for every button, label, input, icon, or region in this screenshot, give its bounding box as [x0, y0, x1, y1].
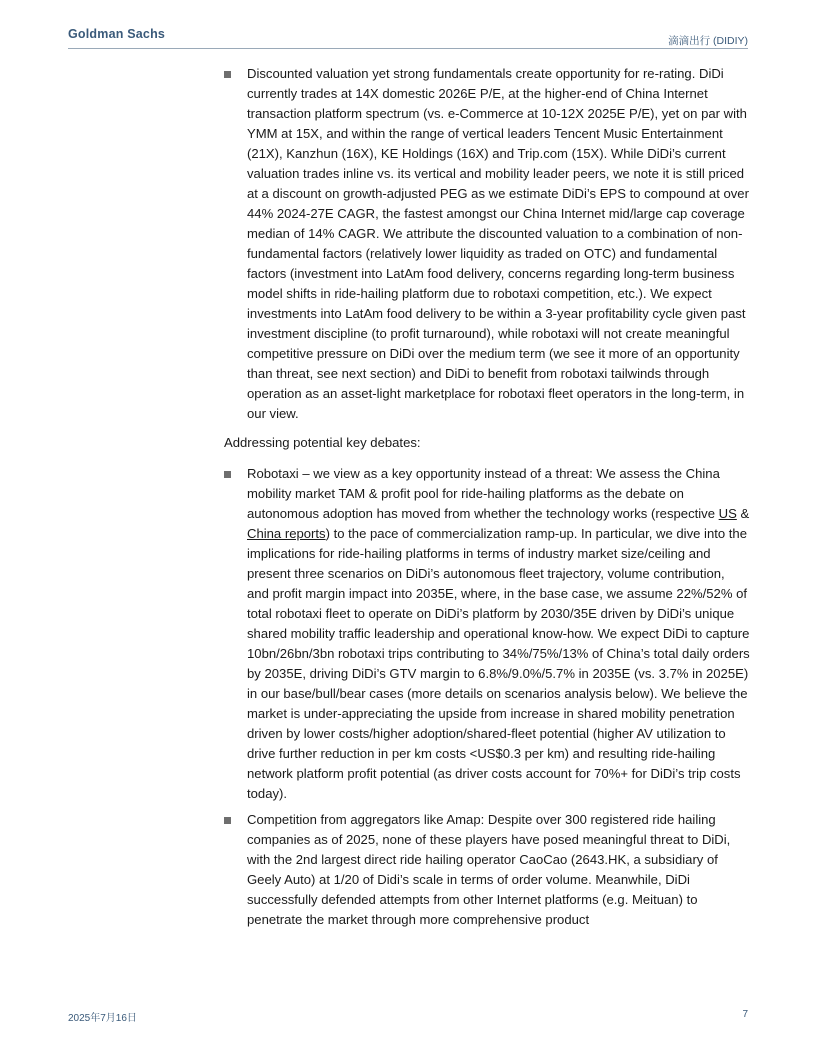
bullet-competition [224, 810, 750, 930]
square-bullet-icon [224, 471, 231, 478]
bullet-robotaxi-text-a: Robotaxi – we view as a key opportunity instead of a threat: We assess the China mobility market TAM & profit pool for ride-hailing platforms as the debate on autonomous adoption has moved from whether the technology works (respective [247, 466, 720, 521]
square-bullet-icon [224, 817, 231, 824]
bullet-valuation [224, 64, 750, 424]
us-report-link[interactable]: US [718, 506, 737, 521]
bullet-competition-text: Competition from aggregators like Amap: Despite over 300 registered ride hailing companies as of 2025, none of these players have posed meaningful threat to DiDi, with the 2nd largest direct ride hailing operator CaoCao (2643.HK, a subsidiary of Geely Auto) at 1/20 of Didi’s scale in terms of order volume. Meanwhile, DiDi successfully defended attempts from other Internet platforms (e.g. Meituan) to penetrate the market through more comprehensive product [247, 812, 731, 927]
ticker-label: 滴滴出行 (DIDIY) [668, 35, 748, 47]
header-divider [68, 48, 748, 49]
bullet-robotaxi-text-b: ) to the pace of commercialization ramp-up. In particular, we dive into the implications for ride-hailing platforms in terms of industry market size/ceiling and present three scenarios on DiDi’s autonomous fleet trajectory, volume contribution, and profit margin impact into 2035E, where, in the base case, we assume 22%/52% of total robotaxi fleet to operate on DiDi’s platform by 2030/35E driven by DiDi’s unique shared mobility traffic leadership and operational know-how. We expect DiDi to capture 10bn/26bn/3bn robotaxi trips contributing to 34%/75%/13% of China’s total daily orders by 2035E, driving DiDi’s GTV margin to 6.8%/9.0%/5.7% in 2035E (vs. 3.7% in 2025E) in our base/bull/bear cases (more details on scenarios analysis below). We believe the market is under-appreciating the upside from increase in shared mobility penetration driven by lower costs/higher adoption/shared-fleet potential (higher AV utilization to drive further reduction in per km costs <US$0.3 per km) and resulting ride-hailing network platform profit potential (as driver costs account for 70%+ for DiDi’s trip costs today). [247, 526, 750, 801]
page-header [68, 27, 748, 49]
page-number: 7 [742, 1009, 748, 1020]
ampersand: & [736, 506, 750, 521]
brand-name: Goldman Sachs [68, 27, 166, 41]
footer-date: 2025年7月16日 [68, 1013, 137, 1024]
china-report-link[interactable]: China reports [247, 526, 326, 541]
bullet-valuation-text: Discounted valuation yet strong fundamentals create opportunity for re-rating. DiDi currently trades at 14X domestic 2026E P/E, at the higher-end of China Internet transaction platform spectrum (vs. e-Commerce at 10-12X 2025E P/E), yet on par with YMM at 15X, and within the range of vertical leaders Tencent Music Entertainment (21X), Kanzhun (16X), KE Holdings (16X) and Trip.com (15X). While DiDi’s current valuation trades inline vs. its vertical and mobility leader peers, we note it is still priced at a discount on growth-adjusted PEG as we estimate DiDi’s EPS to compound at over 44% 2024-27E CAGR, the fastest amongst our China Internet mid/large cap coverage median of 14% CAGR. We attribute the discounted valuation to a combination of non-fundamental factors (relatively lower liquidity as traded on OTC) and fundamental factors (investment into LatAm food delivery, concerns regarding long-term business model shifts in ride-hailing platform due to robotaxi competition, etc.). We expect investments into LatAm food delivery to be within a 3-year profitability cycle given past investment discipline (to profit turnaround), while robotaxi will not create meaningful competitive pressure on DiDi over the medium term (we see it more of an opportunity than threat, see next section) and DiDi to benefit from robotaxi tailwinds through operation as an asset-light marketplace for robotaxi fleet operators in the long-term, in our view. [247, 66, 749, 421]
section-subheading: Addressing potential key debates: [224, 435, 421, 450]
square-bullet-icon [224, 71, 231, 78]
report-body [224, 64, 750, 936]
bullet-robotaxi [224, 464, 750, 804]
